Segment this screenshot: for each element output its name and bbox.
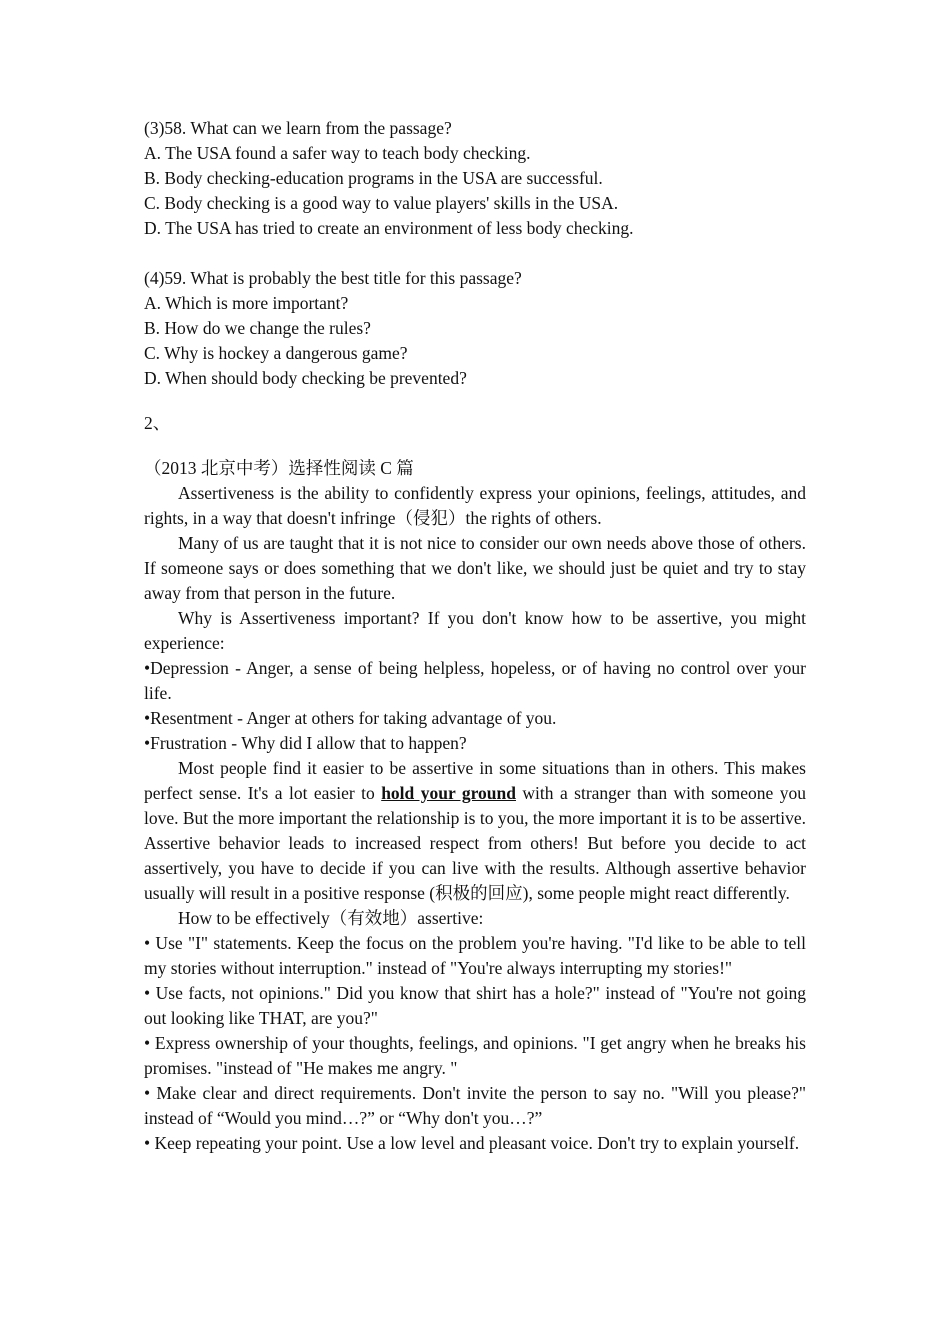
tip-express-ownership: • Express ownership of your thoughts, feelings, and opinions. "I get angry when he breaks his promises. "instead of "He makes me angry. " (144, 1033, 806, 1078)
tip-i-statements: • Use "I" statements. Keep the focus on the problem you're having. "I'd like to be able to tell my stories without interruption." instead of "You're always interrupting my stories!" (144, 933, 806, 978)
tip-facts-not-opinions: • Use facts, not opinions." Did you know that shirt has a hole?" instead of "You're not going out looking like THAT, are you?" (144, 983, 806, 1028)
passage-heading: （2013 北京中考）选择性阅读 C 篇 (144, 458, 414, 478)
question-58-option-a: A. The USA found a safer way to teach body checking. (144, 143, 531, 163)
question-58-stem: (3)58. What can we learn from the passage? (144, 118, 452, 138)
passage-paragraph-2: Many of us are taught that it is not nice to consider our own needs above those of others. If someone says or does something that we don't like, we should just be quiet and try to stay away from that person in the future. (144, 533, 806, 603)
tip-clear-requirements: • Make clear and direct requirements. Don't invite the person to say no. "Will you please?" instead of “Would you mind…?” or “Why don't you…?” (144, 1083, 806, 1128)
question-58-option-d: D. The USA has tried to create an environment of less body checking. (144, 218, 634, 238)
section-number: 2、 (144, 413, 171, 433)
tip-repeat-point: • Keep repeating your point. Use a low level and pleasant voice. Don't try to explain yourself. (144, 1133, 800, 1153)
paragraph-4-start: Most people find it easier to be assertive in some situations than in others. This makes perfect sense. It's a lot easier to (144, 758, 806, 803)
question-58-option-c: C. Body checking is a good way to value players' skills in the USA. (144, 193, 619, 213)
question-59-stem: (4)59. What is probably the best title for this passage? (144, 268, 522, 288)
question-58 (144, 116, 806, 241)
question-59-option-b: B. How do we change the rules? (144, 318, 371, 338)
passage-paragraph-3: Why is Assertiveness important? If you don't know how to be assertive, you might experience: (144, 608, 806, 653)
question-59-option-c: C. Why is hockey a dangerous game? (144, 343, 408, 363)
question-58-option-b: B. Body checking-education programs in the USA are successful. (144, 168, 603, 188)
bullet-frustration: •Frustration - Why did I allow that to happen? (144, 733, 467, 753)
spacer (144, 241, 806, 266)
highlighted-phrase: hold your ground (381, 783, 516, 803)
question-59 (144, 266, 806, 391)
reading-passage (144, 456, 806, 1156)
paragraph-4-end: with a stranger than with someone you love. But the more important the relationship is to you, the more important it is to be assertive. Assertive behavior leads to increased respect from others! But before you decide to act assertively, you have to decide if you can live with the results. Although assertive behavior usually will result in a positive response (积极的回应), some people might react differently. (144, 783, 806, 903)
document-page (144, 116, 806, 1156)
question-59-option-a: A. Which is more important? (144, 293, 349, 313)
passage-paragraph-4 (144, 756, 806, 906)
passage-paragraph-5: How to be effectively（有效地）assertive: (178, 908, 484, 928)
bullet-depression: •Depression - Anger, a sense of being helpless, hopeless, or of having no control over your life. (144, 658, 806, 703)
question-59-option-d: D. When should body checking be prevented? (144, 368, 467, 388)
spacer (144, 436, 806, 456)
spacer (144, 391, 806, 411)
bullet-resentment: •Resentment - Anger at others for taking advantage of you. (144, 708, 557, 728)
passage-paragraph-1: Assertiveness is the ability to confidently express your opinions, feelings, attitudes, and rights, in a way that doesn't infringe（侵犯）the rights of others. (144, 483, 806, 528)
